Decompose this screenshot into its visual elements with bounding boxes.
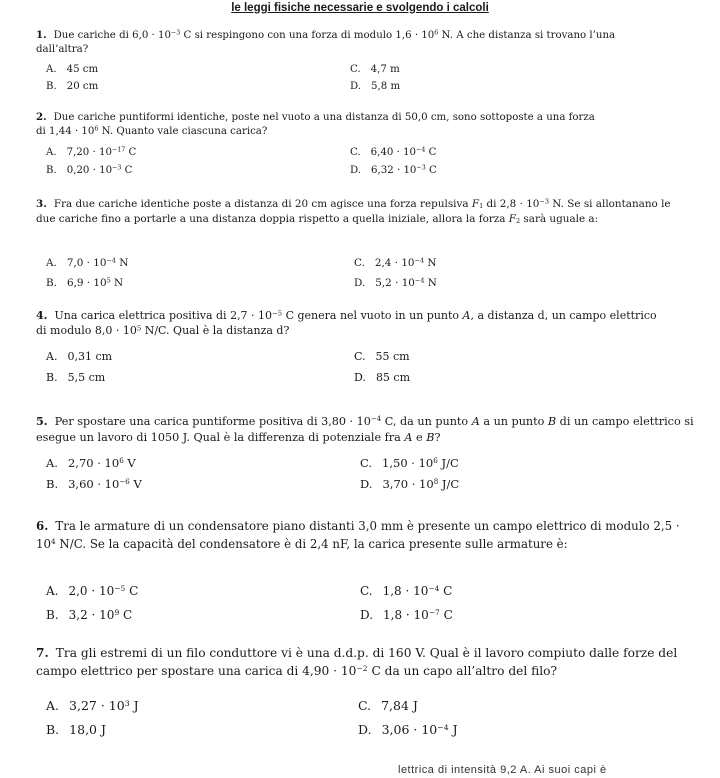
option-c[interactable]: C. 7,84 J: [358, 698, 418, 713]
question-number: 7.: [36, 646, 49, 660]
question-number: 5.: [36, 414, 48, 428]
option-a[interactable]: A. 45 cm: [46, 64, 99, 75]
question-stem: Una carica elettrica positiva di $2,7 \cdot 10^{-5}$ C genera nel vuoto in un punto A, a distanza d, un campo elettrico di modulo $8,0 \cdot 10^5$ N/C. Qual è la distanza d?: [36, 309, 657, 338]
option-d[interactable]: D. $3,70 \cdot 10^8$ J/C: [360, 477, 460, 491]
question-stem: Due cariche di $6,0 \cdot 10^{-3}$ C si respingono con una forza di modulo $1,6 \cdot 10^6$ N. A che distanza si trovano l’una dall’altra?: [36, 29, 616, 56]
question-stem: Tra le armature di un condensatore piano distanti 3,0 mm è presente un campo elettrico di modulo $2,5 \cdot 10^4$ N/C. Se la capacità del condensatore è di 2,4 nF, la carica presente sulle armature è:: [36, 519, 680, 551]
question-2: [36, 110, 676, 176]
option-a[interactable]: A. 0,31 cm: [46, 350, 113, 363]
question-stem: Fra due cariche identiche poste a distanza di 20 cm agisce una forza repulsiva $F_1$ di $2,8 \cdot 10^{-3}$ N. Se si allontanano le due cariche fino a portarle a una distanza doppia rispetto a quella iniziale, allora la forza $F_2$ sarà uguale a:: [36, 197, 671, 225]
question-stem: Per spostare una carica puntiforme positiva di $3,80 \cdot 10^{-4}$ C, da un punto A a un punto B di un campo elettrico si esegue un lavoro di 1050 J. Qual è la differenza di potenziale fra A e B?: [36, 415, 694, 444]
question-number: 6.: [36, 519, 49, 533]
question-5: [36, 414, 706, 491]
option-c[interactable]: C. 55 cm: [354, 350, 410, 363]
option-d[interactable]: D. $3,06 \cdot 10^{-4}$ J: [358, 722, 458, 737]
question-stem: Due cariche puntiformi identiche, poste nel vuoto a una distanza di 50,0 cm, sono sottoposte a una forza di $1,44 \cdot 10^6$ N. Quanto vale ciascuna carica?: [36, 112, 595, 138]
question-1: [36, 28, 666, 92]
option-b[interactable]: B. 5,5 cm: [46, 371, 106, 384]
option-a[interactable]: A. $3,27 \cdot 10^3$ J: [46, 698, 139, 713]
option-a[interactable]: A. $2,0 \cdot 10^{-5}$ C: [46, 583, 139, 598]
page-title: le leggi fisiche necessarie e svolgendo i calcoli: [231, 2, 489, 14]
option-b[interactable]: B. $3,2 \cdot 10^9$ C: [46, 607, 133, 622]
option-d[interactable]: D. 5,8 m: [350, 81, 401, 92]
question-number: 4.: [36, 309, 48, 322]
option-b[interactable]: B. $0,20 \cdot 10^{-3}$ C: [46, 164, 133, 176]
option-b[interactable]: B. $3,60 \cdot 10^{-6}$ V: [46, 477, 142, 491]
question-7: [36, 644, 716, 737]
option-c[interactable]: C. $1,50 \cdot 10^6$ J/C: [360, 456, 459, 470]
option-c[interactable]: C. $2,4 \cdot 10^{-4}$ N: [354, 256, 437, 269]
footer-cut-text: lettrica di intensità 9,2 A. Ai suoi capi è: [398, 764, 607, 776]
option-b[interactable]: B. 18,0 J: [46, 722, 106, 737]
option-d[interactable]: D. 85 cm: [354, 371, 411, 384]
option-b[interactable]: B. 20 cm: [46, 81, 99, 92]
option-a[interactable]: A. $7,0 \cdot 10^{-4}$ N: [46, 256, 129, 269]
option-b[interactable]: B. $6,9 \cdot 10^5$ N: [46, 276, 124, 289]
question-4: [36, 308, 686, 384]
question-number: 3.: [36, 198, 47, 210]
option-d[interactable]: D. $5,2 \cdot 10^{-4}$ N: [354, 276, 437, 289]
option-c[interactable]: C. $6,40 \cdot 10^{-4}$ C: [350, 146, 437, 158]
option-c[interactable]: C. $1,8 \cdot 10^{-4}$ C: [360, 583, 453, 598]
question-number: 2.: [36, 111, 47, 123]
option-d[interactable]: D. $1,8 \cdot 10^{-7}$ C: [360, 607, 453, 622]
option-a[interactable]: A. $7,20 \cdot 10^{-17}$ C: [46, 146, 137, 158]
question-3: [36, 197, 676, 289]
question-stem: Tra gli estremi di un filo conduttore vi è una d.d.p. di 160 V. Qual è il lavoro compiuto dalle forze del campo elettrico per spostare una carica di $4,90 \cdot 10^{-2}$ C da un capo all’altro del filo?: [36, 646, 678, 679]
question-6: [36, 518, 706, 622]
option-c[interactable]: C. 4,7 m: [350, 64, 400, 75]
option-d[interactable]: D. $6,32 \cdot 10^{-3}$ C: [350, 164, 437, 176]
option-a[interactable]: A. $2,70 \cdot 10^6$ V: [46, 456, 136, 470]
question-number: 1.: [36, 29, 47, 41]
